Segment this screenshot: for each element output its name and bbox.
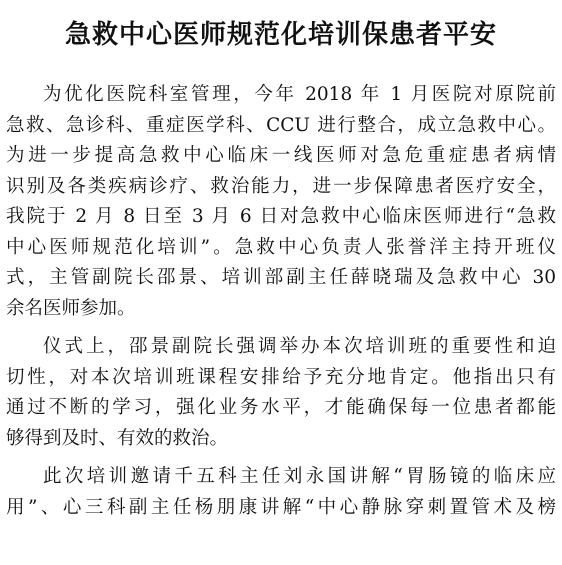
text-line: 此次培训邀请千五科主任刘永国讲解“胃肠镜的临床应 bbox=[43, 466, 556, 487]
text-line: 为进一步提高急救中心临床一线医师对急危重症患者病情 bbox=[6, 145, 556, 166]
paragraph-2 bbox=[6, 332, 556, 454]
text-line: 切性，对本次培训班课程安排给予充分地肯定。他指出只有 bbox=[6, 366, 556, 388]
text-line: 通过不断的学习，强化业务水平，才能确保每一位患者都能 bbox=[6, 397, 556, 418]
document-title: 急救中心医师规范化培训保患者平安 bbox=[64, 20, 497, 50]
text-line: 中心医师规范化培训”。急救中心负责人张誉洋主持开班仪 bbox=[6, 236, 556, 258]
text-line: 够得到及时、有效的救治。 bbox=[6, 427, 229, 449]
text-line: 为优化医院科室管理，今年 2018 年 1 月医院对原院前 bbox=[43, 84, 556, 105]
text-line: 我院于 2 月 8 日至 3 月 6 日对急救中心临床医师进行“急救 bbox=[6, 206, 556, 227]
paragraph-3 bbox=[6, 462, 556, 523]
text-line: 用”、心三科副主任杨朋康讲解“中心静脉穿刺置管术及榜 bbox=[6, 496, 556, 518]
text-line: 余名医师参加。 bbox=[6, 297, 136, 319]
text-line: 仪式上，邵景副院长强调举办本次培训班的重要性和迫 bbox=[43, 336, 556, 357]
text-line: 识别及各类疾病诊疗、救治能力，进一步保障患者医疗安全， bbox=[6, 175, 556, 197]
text-line: 式，主管副院长邵景、培训部副主任薛晓瑞及急救中心 30 bbox=[6, 267, 556, 288]
article-body bbox=[6, 80, 556, 523]
paragraph-1 bbox=[6, 80, 556, 324]
text-line: 急救、急诊科、重症医学科、CCU 进行整合，成立急救中心。 bbox=[6, 114, 556, 136]
